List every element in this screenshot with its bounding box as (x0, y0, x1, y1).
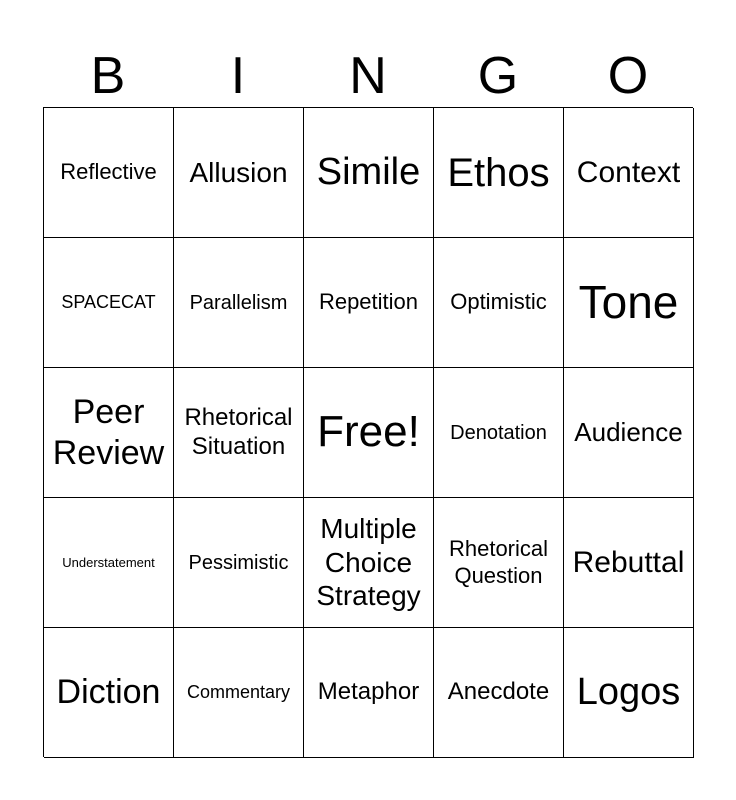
cell-label: Context (576, 155, 681, 189)
bingo-cell[interactable] (564, 238, 694, 368)
bingo-cell[interactable] (174, 368, 304, 498)
bingo-cell[interactable] (44, 108, 174, 238)
bingo-cell[interactable] (434, 238, 564, 368)
bingo-cell[interactable] (304, 498, 434, 628)
free-space-label: Free! (317, 407, 420, 457)
bingo-cell[interactable] (44, 498, 174, 628)
bingo-cell[interactable] (564, 368, 694, 498)
bingo-cell[interactable] (434, 498, 564, 628)
bingo-cell[interactable] (304, 238, 434, 368)
cell-label: Metaphor (317, 678, 420, 706)
bingo-cell[interactable] (44, 238, 174, 368)
cell-label: Simile (316, 150, 421, 193)
bingo-cell[interactable] (434, 368, 564, 498)
bingo-cell[interactable] (304, 628, 434, 758)
cell-label: Optimistic (450, 289, 547, 315)
cell-label: Rebuttal (572, 545, 685, 579)
bingo-cell[interactable] (564, 628, 694, 758)
cell-label: Reflective (60, 159, 157, 185)
bingo-cell[interactable] (174, 498, 304, 628)
cell-label: Ethos (447, 150, 550, 195)
cell-label: Peer Review (52, 392, 165, 472)
cell-label: Commentary (186, 681, 291, 702)
free-space-cell[interactable] (304, 368, 434, 498)
bingo-cell[interactable] (434, 628, 564, 758)
cell-label: Rhetorical Situation (184, 403, 293, 460)
cell-label: Multiple Choice Strategy (316, 513, 421, 612)
bingo-cell[interactable] (44, 628, 174, 758)
bingo-cell[interactable] (434, 108, 564, 238)
header-letter-g: G (477, 47, 519, 105)
cell-label: Tone (578, 275, 679, 328)
cell-label: Diction (56, 673, 161, 712)
cell-label: Logos (576, 670, 681, 713)
bingo-cell[interactable] (174, 108, 304, 238)
header-letter-n: N (349, 47, 387, 105)
cell-label: Audience (574, 416, 683, 447)
cell-label: Rhetorical Question (448, 536, 549, 588)
bingo-board (43, 107, 693, 757)
cell-label: Parallelism (189, 291, 288, 314)
cell-label: Pessimistic (188, 551, 289, 574)
bingo-header (43, 44, 693, 108)
bingo-cell[interactable] (44, 368, 174, 498)
cell-label: Denotation (450, 421, 547, 444)
cell-label: SPACECAT (61, 291, 156, 312)
header-letter-b: B (90, 47, 126, 105)
bingo-cell[interactable] (174, 628, 304, 758)
bingo-cell[interactable] (304, 108, 434, 238)
bingo-cell[interactable] (564, 108, 694, 238)
bingo-cell[interactable] (564, 498, 694, 628)
cell-label: Anecdote (447, 678, 550, 706)
cell-label: Allusion (189, 156, 288, 188)
bingo-cell[interactable] (174, 238, 304, 368)
header-letter-o: O (607, 47, 649, 105)
cell-label: Understatement (62, 554, 155, 570)
header-letter-i: I (230, 47, 246, 105)
cell-label: Repetition (318, 289, 419, 315)
